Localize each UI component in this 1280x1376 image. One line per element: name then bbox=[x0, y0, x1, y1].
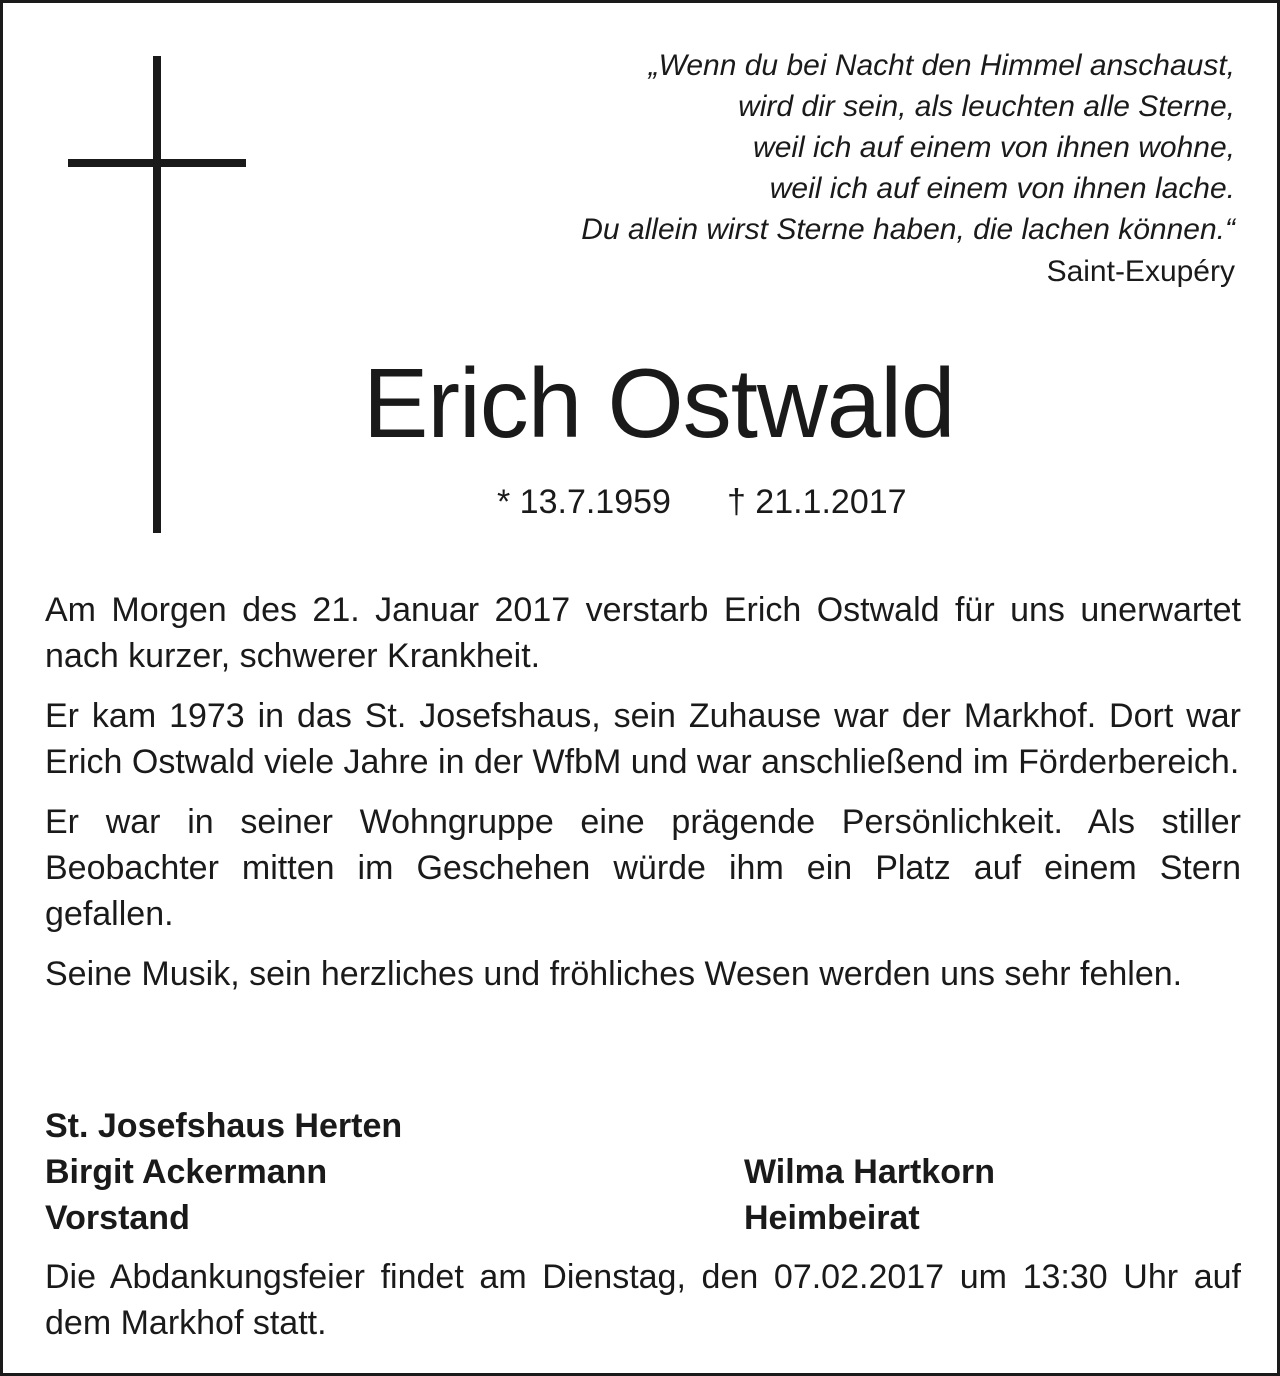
signature-organization: St. Josefshaus Herten bbox=[45, 1107, 403, 1145]
obituary-text bbox=[45, 587, 1241, 1011]
life-dates bbox=[497, 481, 907, 523]
funeral-announcement: Die Abdankungsfeier findet am Dienstag, den 07.02.2017 um 13:30 Uhr auf dem Markhof statt. bbox=[45, 1258, 1241, 1342]
signature-right-role: Heimbeirat bbox=[744, 1199, 920, 1237]
cross-horizontal-bar bbox=[68, 159, 246, 167]
quote-line: weil ich auf einem von ihnen lache. bbox=[769, 172, 1235, 205]
quote-line: weil ich auf einem von ihnen wohne, bbox=[753, 131, 1235, 164]
signature-left-role: Vorstand bbox=[45, 1199, 190, 1237]
birth-date: * 13.7.1959 bbox=[497, 483, 671, 521]
death-date: † 21.1.2017 bbox=[726, 483, 907, 521]
deceased-name: Erich Ostwald bbox=[363, 348, 955, 458]
paragraph: Er war in seiner Wohngruppe eine prägende Persönlichkeit. Als stiller Beobachter mitten im Geschehen würde ihm ein Platz auf einem Stern gefallen. bbox=[45, 803, 1241, 933]
paragraph: Am Morgen des 21. Januar 2017 verstarb Erich Ostwald für uns unerwartet nach kurzer, schwerer Krankheit. bbox=[45, 591, 1241, 675]
quote-line: wird dir sein, als leuchten alle Sterne, bbox=[738, 90, 1235, 123]
cross-vertical-bar bbox=[153, 56, 161, 533]
signature-left-name: Birgit Ackermann bbox=[45, 1153, 328, 1191]
quote-line: „Wenn du bei Nacht den Himmel anschaust, bbox=[648, 49, 1235, 82]
signature-right-name: Wilma Hartkorn bbox=[744, 1153, 995, 1191]
paragraph: Er kam 1973 in das St. Josefshaus, sein Zuhause war der Markhof. Dort war Erich Ostwald viele Jahre in der WfbM und war anschließend im Förderbereich. bbox=[45, 697, 1241, 781]
paragraph: Seine Musik, sein herzliches und fröhliches Wesen werden uns sehr fehlen. bbox=[45, 955, 1183, 993]
quote bbox=[435, 45, 1235, 250]
quote-line: Du allein wirst Sterne haben, die lachen können.“ bbox=[581, 213, 1235, 246]
quote-author: Saint-Exupéry bbox=[1046, 255, 1235, 288]
